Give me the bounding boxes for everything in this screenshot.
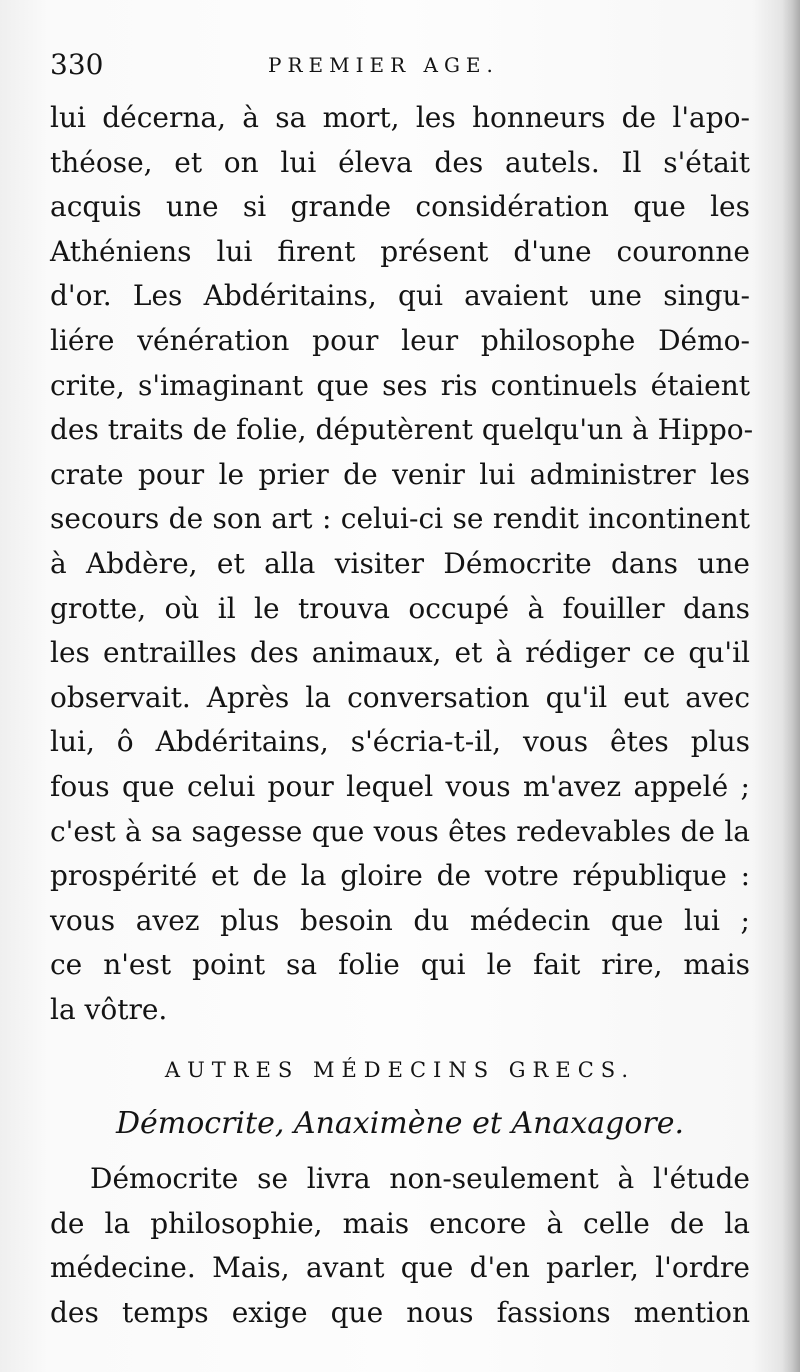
- body-paragraph: [50, 96, 754, 1032]
- text-line: des traits de folie, députèrent quelqu'un à Hippo-: [50, 413, 754, 447]
- text-line: liére vénération pour leur philosophe Démo-: [50, 323, 750, 357]
- text-line: les entrailles des animaux, et à rédiger ce qu'il: [50, 636, 750, 670]
- running-title: PREMIER AGE.: [268, 53, 499, 77]
- text-line: crate pour le prier de venir lui administrer les: [50, 457, 750, 491]
- text-line: observait. Après la conversation qu'il eut avec: [50, 680, 750, 714]
- section-paragraph: [50, 1157, 750, 1335]
- text-line: secours de son art : celui-ci se rendit incontinent: [50, 502, 750, 536]
- text-line: théose, et on lui éleva des autels. Il s'était: [50, 145, 750, 179]
- section-heading: AUTRES MÉDECINS GRECS.: [164, 1058, 636, 1082]
- text-line: Athéniens lui firent présent d'une couronne: [50, 234, 750, 268]
- text-line: d'or. Les Abdéritains, qui avaient une singu-: [50, 279, 750, 313]
- running-head: [50, 42, 750, 88]
- text-line: médecine. Mais, avant que d'en parler, l'ordre: [50, 1251, 750, 1285]
- page-edge-shadow: [782, 0, 800, 1372]
- text-line: crite, s'imaginant que ses ris continuels étaient: [50, 368, 750, 402]
- page-number: 330: [50, 48, 104, 81]
- text-line: la vôtre.: [50, 992, 168, 1026]
- text-line: fous que celui pour lequel vous m'avez appelé ;: [50, 769, 750, 803]
- text-line: vous avez plus besoin du médecin que lui ;: [50, 903, 750, 937]
- text-line: c'est à sa sagesse que vous êtes redevables de la: [50, 814, 750, 848]
- text-line: ce n'est point sa folie qui le fait rire, mais: [50, 948, 750, 982]
- text-line: lui décerna, à sa mort, les honneurs de l'apo-: [50, 101, 750, 134]
- text-line: acquis une si grande considération que les: [50, 190, 750, 224]
- text-line: grotte, où il le trouva occupé à fouiller dans: [50, 591, 750, 625]
- text-line: prospérité et de la gloire de votre république :: [50, 859, 750, 893]
- text-line: des temps exige que nous fassions mention: [50, 1295, 750, 1329]
- text-line: Démocrite se livra non-seulement à l'étude: [90, 1162, 750, 1195]
- text-line: à Abdère, et alla visiter Démocrite dans une: [50, 546, 750, 580]
- section-subheading: Démocrite, Anaximène et Anaxagore.: [115, 1106, 685, 1141]
- text-line: de la philosophie, mais encore à celle de la: [50, 1206, 750, 1240]
- text-line: lui, ô Abdéritains, s'écria-t-il, vous êtes plus: [50, 725, 750, 759]
